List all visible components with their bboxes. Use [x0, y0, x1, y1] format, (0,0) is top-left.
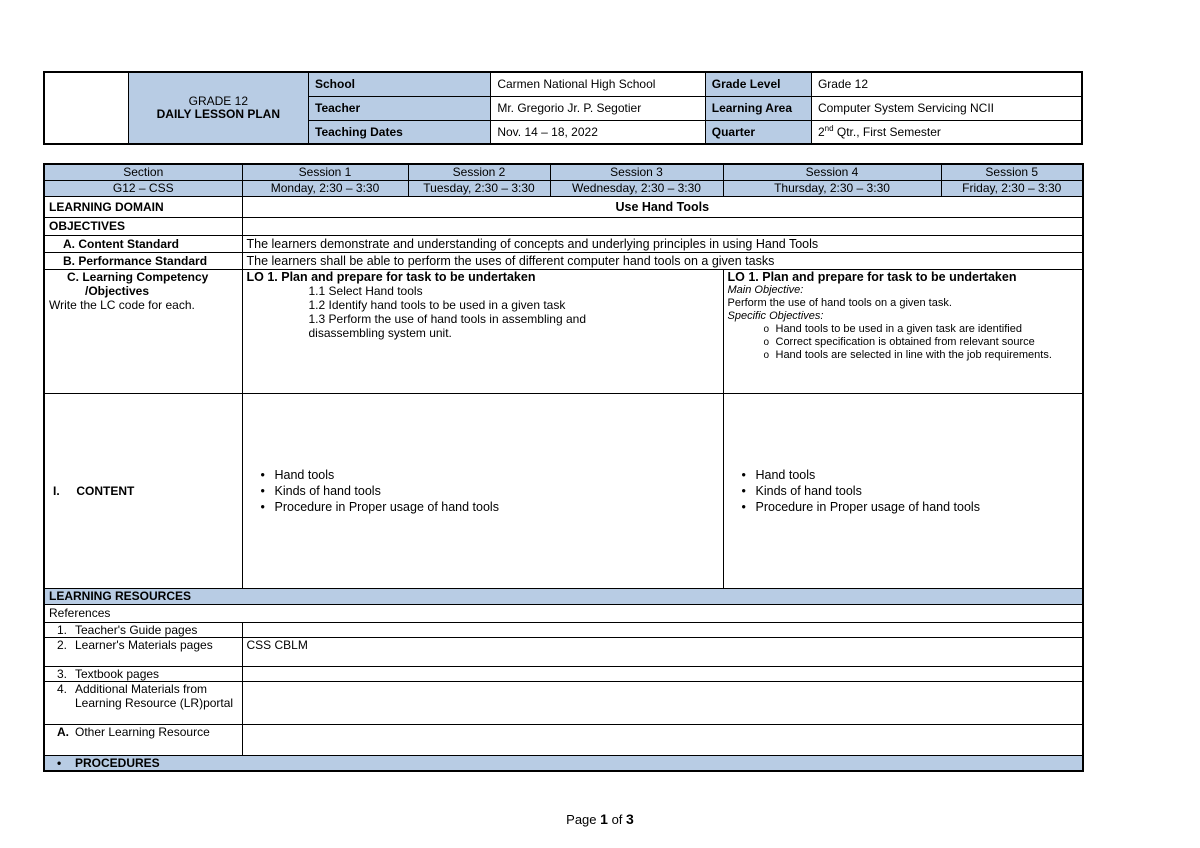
other-resource-label: Other Learning Resource [75, 724, 210, 739]
learning-area-label: Learning Area [705, 96, 811, 120]
resource-value [242, 622, 1083, 637]
specific-objectives-list [728, 323, 1079, 362]
session-1-name: Session 1 [242, 164, 408, 180]
resource-value: CSS CBLM [242, 637, 1083, 666]
objectives-label: OBJECTIVES [44, 217, 242, 235]
session-5-name: Session 5 [941, 164, 1083, 180]
logo-cell [44, 72, 128, 144]
competency-label-sub: /Objectives [85, 283, 150, 298]
resource-num: 4. [57, 681, 68, 696]
learning-domain-value: Use Hand Tools [242, 196, 1083, 217]
session-2-day: Tuesday, 2:30 – 3:30 [408, 180, 550, 196]
other-resource-label-cell [44, 724, 242, 755]
main-objective-label: Main Objective: [727, 283, 804, 296]
quarter-suffix: nd [824, 123, 834, 133]
session-days-row [44, 180, 1083, 196]
specific-objective: o Hand tools to be used in a given task are identified [764, 323, 1079, 336]
resource-label: Learner's Materials pages [75, 637, 213, 652]
page-current: 1 [600, 811, 608, 827]
page-word: Page [566, 812, 597, 827]
lo-heading-right: LO 1. Plan and prepare for task to be undertaken [727, 269, 1017, 284]
quarter-number: 2 [817, 124, 825, 139]
plan-title [128, 72, 308, 144]
teacher-label: Teacher [309, 96, 491, 120]
content-standard-value: The learners demonstrate and understanding of concepts and underlying principles in using Hand Tools [242, 235, 1083, 252]
session-2-name: Session 2 [408, 164, 550, 180]
resource-num: 3. [57, 666, 68, 681]
lo-list-left [247, 284, 719, 340]
resource-label: Additional Materials from Learning Resource (LR)portal [75, 681, 234, 710]
other-resource-value [242, 724, 1083, 755]
session-3-day: Wednesday, 2:30 – 3:30 [550, 180, 723, 196]
lo-item: 1.3 Perform the use of hand tools in assembling and disassembling system unit. [308, 311, 586, 340]
references-label: References [44, 604, 1083, 622]
lo-item: 1.1 Select Hand tools [308, 283, 423, 298]
resource-row-label [44, 637, 242, 666]
competency-right [723, 269, 1083, 393]
session-5-day: Friday, 2:30 – 3:30 [941, 180, 1083, 196]
competency-left [242, 269, 723, 393]
plan-title-grade: GRADE 12 [188, 94, 248, 108]
content-item: • Hand tools [247, 467, 719, 483]
session-4-day: Thursday, 2:30 – 3:30 [723, 180, 941, 196]
resource-value [242, 666, 1083, 681]
performance-standard-label: B. Performance Standard [44, 252, 242, 269]
lo-item: 1.2 Identify hand tools to be used in a given task [308, 297, 566, 312]
session-3-name: Session 3 [550, 164, 723, 180]
session-names-row [44, 164, 1083, 180]
performance-standard-value: The learners shall be able to perform the uses of different computer hand tools on a given tasks [242, 252, 1083, 269]
content-standard-label: A. Content Standard [44, 235, 242, 252]
quarter-semester: Qtr., First Semester [833, 124, 941, 139]
learning-domain-label: LEARNING DOMAIN [44, 196, 242, 217]
page-total: 3 [626, 811, 634, 827]
procedures-label-cell: • PROCEDURES [44, 755, 1083, 771]
resource-value [242, 681, 1083, 724]
content-left [242, 393, 723, 588]
other-resource-num: A. [57, 724, 69, 739]
lo-heading-left: LO 1. Plan and prepare for task to be undertaken [246, 269, 536, 284]
quarter-label: Quarter [705, 120, 811, 144]
learning-area-value: Computer System Servicing NCII [811, 96, 1082, 120]
teaching-dates-label: Teaching Dates [309, 120, 491, 144]
content-right [723, 393, 1083, 588]
resource-row-label [44, 681, 242, 724]
session-1-day: Monday, 2:30 – 3:30 [242, 180, 408, 196]
competency-label-cell [44, 269, 242, 393]
content-item: • Procedure in Proper usage of hand tools [247, 499, 719, 515]
resource-num: 2. [57, 637, 68, 652]
specific-objectives-label: Specific Objectives: [727, 309, 824, 322]
lesson-plan-body [43, 163, 1084, 772]
section-label: Section [44, 164, 242, 180]
of-word: of [611, 812, 623, 827]
grade-level-label: Grade Level [705, 72, 811, 96]
competency-note: Write the LC code for each. [49, 297, 195, 312]
content-item: • Kinds of hand tools [247, 483, 719, 499]
content-item: • Procedure in Proper usage of hand tools [728, 499, 1079, 515]
content-list-right [728, 467, 1079, 515]
resource-label: Teacher's Guide pages [75, 622, 198, 637]
resource-row-label [44, 622, 242, 637]
resource-label: Textbook pages [75, 666, 160, 681]
session-4-name: Session 4 [723, 164, 941, 180]
page-footer [0, 811, 1200, 827]
learning-resources-label: LEARNING RESOURCES [44, 588, 1083, 604]
quarter-value [811, 120, 1082, 144]
competency-label: C. Learning Competency [67, 269, 209, 284]
lesson-plan-header [43, 71, 1083, 145]
teaching-dates-value: Nov. 14 – 18, 2022 [491, 120, 705, 144]
section-value: G12 – CSS [44, 180, 242, 196]
content-label: CONTENT [76, 483, 135, 498]
content-item: • Hand tools [728, 467, 1079, 483]
main-objective: Perform the use of hand tools on a given task. [727, 296, 952, 309]
objectives-empty [242, 217, 1083, 235]
teacher-value: Mr. Gregorio Jr. P. Segotier [491, 96, 705, 120]
resource-row-label [44, 666, 242, 681]
specific-objective: o Correct specification is obtained from relevant source [764, 336, 1079, 349]
specific-objective: o Hand tools are selected in line with the job requirements. [764, 349, 1079, 362]
content-list-left [247, 467, 719, 515]
plan-title-type: DAILY LESSON PLAN [156, 107, 280, 121]
procedures-label: PROCEDURES [75, 755, 160, 770]
school-label: School [309, 72, 491, 96]
resource-num: 1. [57, 622, 68, 637]
content-item: • Kinds of hand tools [728, 483, 1079, 499]
content-label-cell [44, 393, 242, 588]
content-label-num: I. [53, 483, 60, 498]
grade-level-value: Grade 12 [811, 72, 1082, 96]
school-value: Carmen National High School [491, 72, 705, 96]
